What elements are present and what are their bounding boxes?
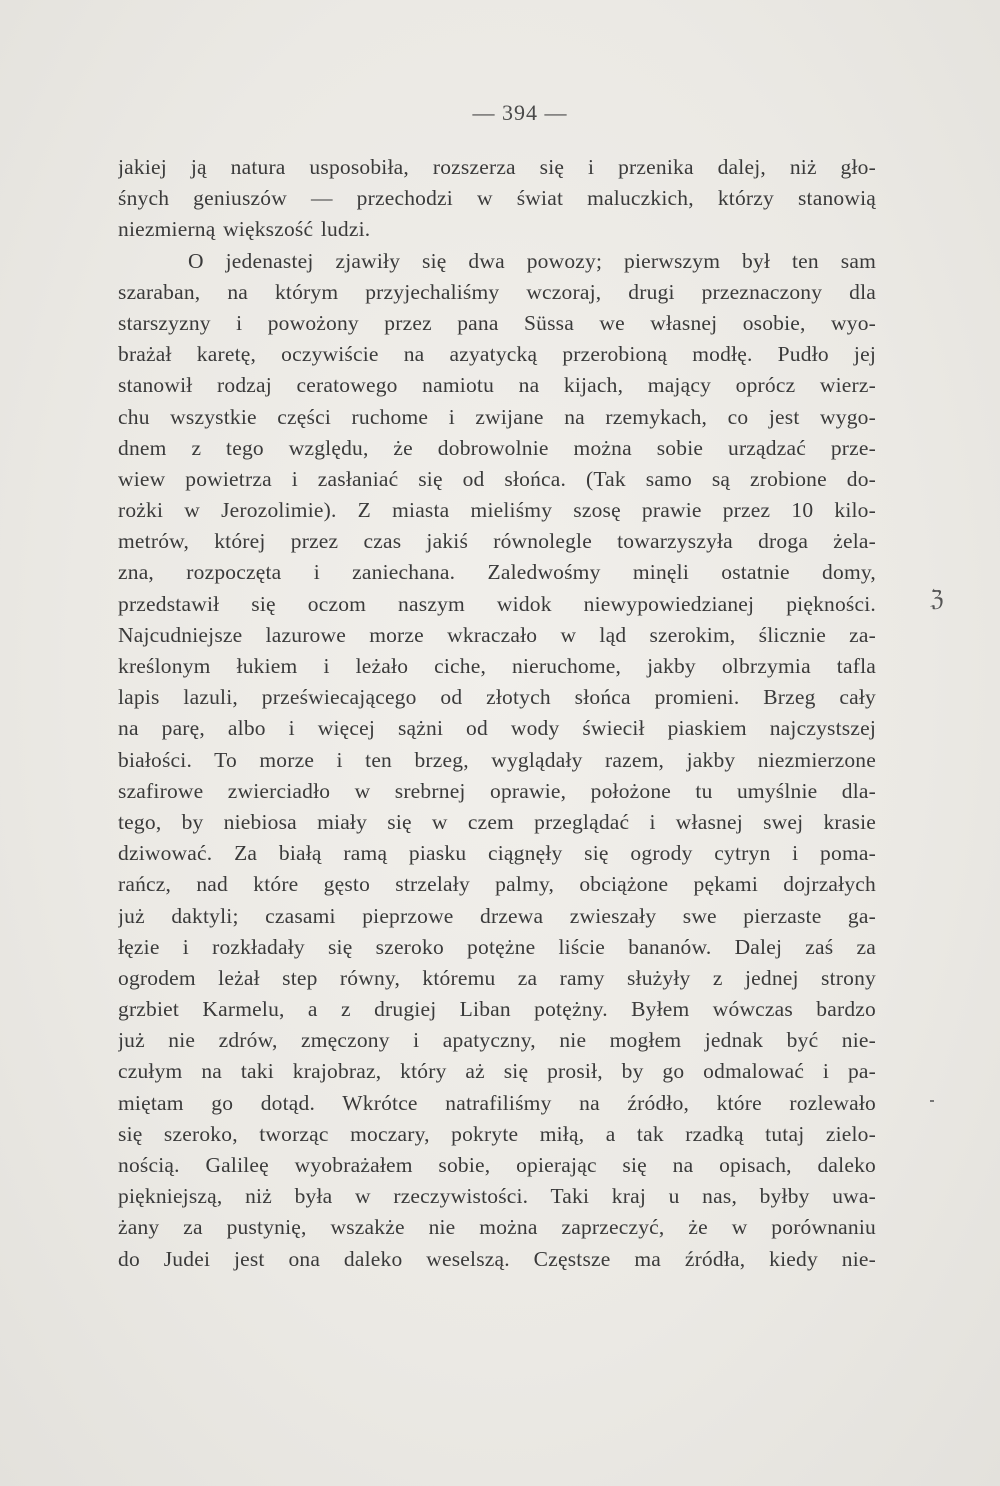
margin-dot [930,1100,934,1102]
text-line: niezmierną większość ludzi. [118,217,371,242]
text-line: O jedenastej zjawiły się dwa powozy; pierwszym był ten sam [188,248,876,273]
text-line: już nie zdrów, zmęczony i apatyczny, nie mogłem jednak być nie- [118,1028,876,1053]
text-line: jakiej ją natura usposobiła, rozszerza się i przenika dalej, niż gło- [118,155,876,179]
text-line: zna, rozpoczęta i zaniechana. Zaledwośmy minęli ostatnie domy, [118,560,876,585]
page-number: — 394 — [472,100,568,125]
text-line: śnych geniuszów — przechodzi w świat maluczkich, którzy stanowią [118,186,876,211]
text-line: grzbiet Karmelu, a z drugiej Liban potężny. Byłem wówczas bardzo [118,997,876,1022]
text-line: Najcudniejsze lazurowe morze wkraczało w ląd szerokim, ślicznie za- [118,622,876,647]
text-line: metrów, której przez czas jakiś równolegle towarzyszyła droga żela- [118,529,876,554]
text-line: dnem z tego względu, że dobrowolnie można sobie urządzać prze- [118,435,876,460]
text-line: się szeroko, tworząc moczary, pokryte miłą, a tak rzadką tutaj zielo- [118,1121,876,1146]
text-line: do Judei jest ona daleko weselszą. Częstsze ma źródła, kiedy nie- [118,1246,876,1271]
text-line: tego, by niebiosa miały się w czem przeglądać i własnej swej krasie [118,809,876,834]
text-line: żany za pustynię, wszakże nie można zaprzeczyć, że w porównaniu [118,1215,876,1240]
text-line: nością. Galileę wyobrażałem sobie, opierając się na opisach, daleko [118,1153,876,1177]
body-text [118,152,876,1275]
text-line: na parę, albo i więcej sążni od wody świecił piaskiem najczystszej [118,716,876,741]
text-line: przedstawił się oczom naszym widok niewypowiedzianej piękności. [118,591,876,616]
text-line: stanowił rodzaj ceratowego namiotu na kijach, mający oprócz wierz- [118,373,876,398]
text-line: szaraban, na którym przyjechaliśmy wczoraj, drugi przeznaczony dla [118,279,876,304]
text-line: kreślonym łukiem i leżało ciche, nieruchome, jakby olbrzymia tafla [118,654,876,678]
text-line: białości. To morze i ten brzeg, wyglądały razem, jakby niezmierzone [118,747,876,772]
text-line: miętam go dotąd. Wkrótce natrafiliśmy na źródło, które rozlewało [118,1090,876,1115]
text-line: rańcz, nad które gęsto strzelały palmy, obciążone pękami dojrzałych [118,872,876,897]
margin-mark: ℨ [930,586,944,611]
text-line: łęzie i rozkładały się szeroko potężne liście bananów. Dalej zaś za [118,934,876,959]
text-line: piękniejszą, niż była w rzeczywistości. Taki kraj u nas, byłby uwa- [118,1184,876,1209]
text-line: czułym na taki krajobraz, który aż się prosił, by go odmalować i pa- [118,1059,876,1084]
text-line: wiew powietrza i zasłaniać się od słońca. (Tak samo są zrobione do- [118,466,876,491]
text-line: lapis lazuli, przeświecającego od złotych słońca promieni. Brzeg cały [118,685,876,710]
text-line: rożki w Jerozolimie). Z miasta mieliśmy szosę prawie przez 10 kilo- [118,498,876,523]
text-line: brażał karetę, oczywiście na azyatycką przerobioną modłę. Pudło jej [118,342,876,367]
text-line: ogrodem leżał step równy, któremu za ramy służyły z jednej strony [118,965,876,990]
text-line: chu wszystkie części ruchome i zwijane na rzemykach, co jest wygo- [118,404,876,429]
text-line: już daktyli; czasami pieprzowe drzewa zwieszały swe pierzaste ga- [118,903,876,928]
text-line: szafirowe zwierciadło w srebrnej oprawie, położone tu umyślnie dla- [118,778,876,803]
text-line: dziwować. Za białą ramą piasku ciągnęły się ogrody cytryn i poma- [118,841,876,866]
text-line: starszyzny i powożony przez pana Süssa we własnej osobie, wyo- [118,310,876,335]
